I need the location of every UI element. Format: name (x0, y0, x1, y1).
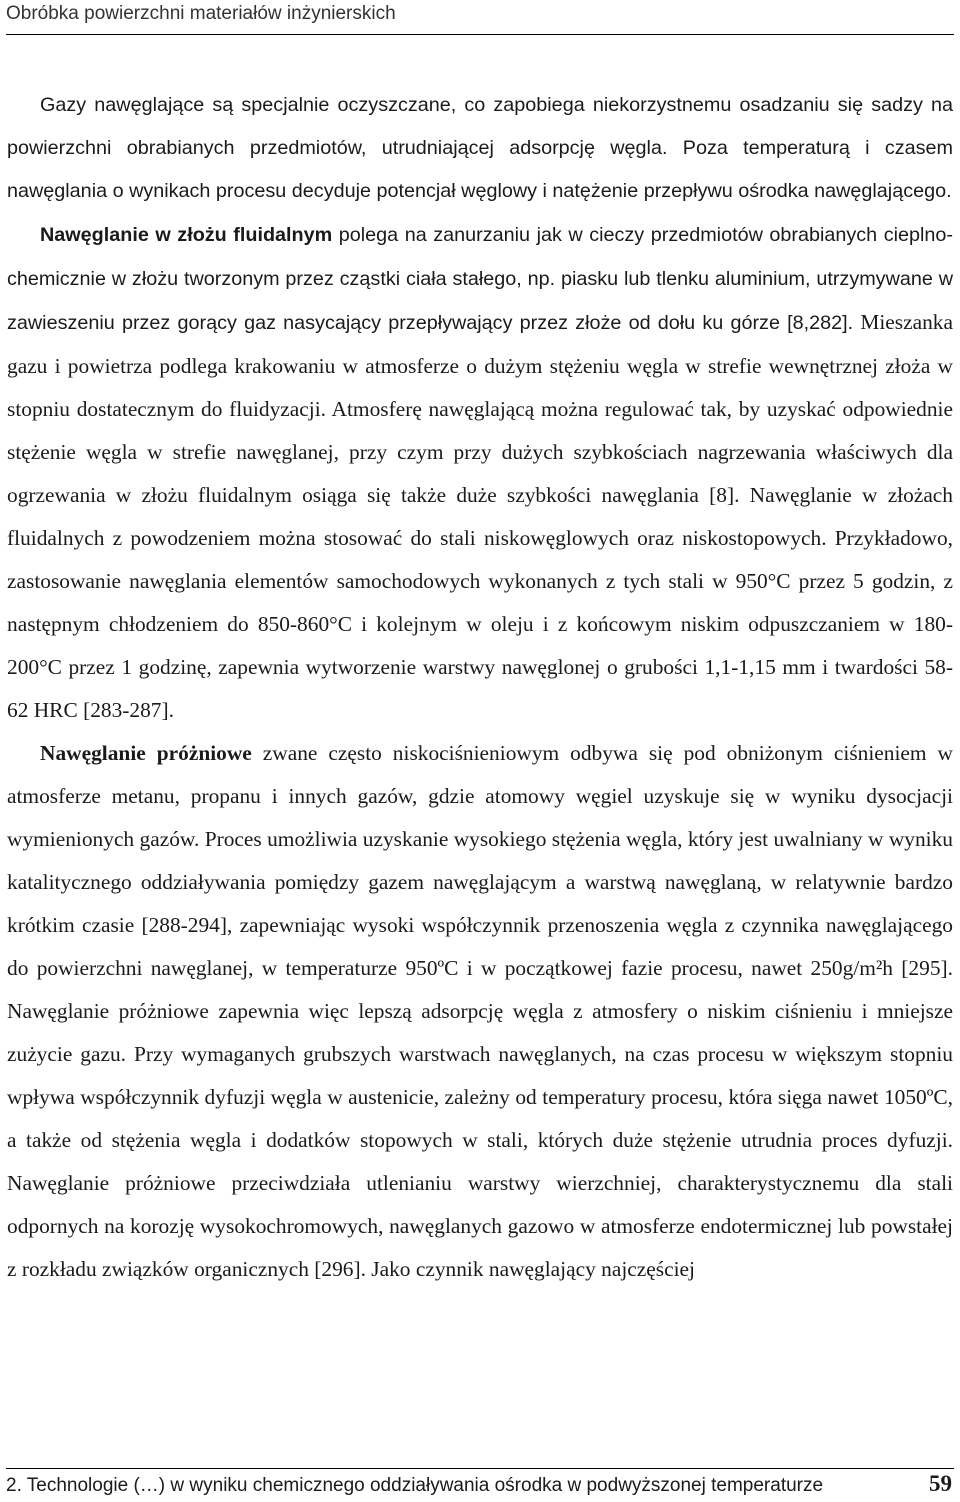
page-number: 59 (929, 1471, 952, 1496)
term-fluidized-bed: Nawęglanie w złożu fluidalnym (40, 224, 333, 246)
page-body (7, 84, 953, 1291)
paragraph-vacuum-carburizing (7, 732, 953, 1291)
term-vacuum-carburizing: Nawęglanie próżniowe (40, 741, 252, 765)
paragraph-text: polega na zanurzaniu jak w cieczy przedmiotów obrabianych cieplno-chemicznie w złożu tworzonym przez cząstki ciała stałego, np. piasku lub tlenku aluminium, utrzymywane w zawieszeniu przez gorący gaz nasycający przepływający przez złoże od dołu ku górze [8,282]. (7, 224, 953, 334)
chapter-title: 2. Technologie (…) w wyniku chemicznego oddziaływania ośrodka w podwyższonej temperaturze (6, 1475, 824, 1496)
paragraph-fluidized-bed (7, 213, 953, 732)
running-header-title: Obróbka powierzchni materiałów inżynierskich (6, 3, 396, 24)
paragraph-text: Gazy nawęglające są specjalnie oczyszczane, co zapobiega niekorzystnemu osadzaniu się sadzy na powierzchni obrabianych przedmiotów, utrudniającej adsorpcję węgla. Poza temperaturą i czasem nawęglania o wynikach procesu decyduje potencjał węglowy i natężenie przepływu ośrodka nawęglającego. (7, 94, 953, 202)
paragraph-gas-carburizing (7, 84, 953, 213)
paragraph-text: zwane często niskociśnieniowym odbywa się pod obniżonym ciśnieniem w atmosferze metanu, propanu i innych gazów, gdzie atomowy węgiel uzyskuje się w wyniku dysocjacji wymienionych gazów. Proces umożliwia uzyskanie wysokiego stężenia węgla, który jest uwalniany w wyniku katalitycznego oddziaływania pomiędzy gazem nawęglającym a warstwą nawęglaną, w relatywnie bardzo krótkim czasie [288-294], zapewniając wysoki współczynnik przenoszenia węgla z czynnika nawęglającego do powierzchni nawęglanej, w temperaturze 950ºC i w początkowej fazie procesu, nawet 250g/m²h [295]. Nawęglanie próżniowe zapewnia więc lepszą adsorpcję węgla z atmosfery o niskim ciśnieniu i mniejsze zużycie gazu. Przy wymaganych grubszych warstwach nawęglanych, na czas procesu w większym stopniu wpływa współczynnik dyfuzji węgla w austenicie, zależny od temperatury procesu, która sięga nawet 1050ºC, a także od stężenia węgla i dodatków stopowych w stali, których duże stężenie utrudnia proces dyfuzji. Nawęglanie próżniowe przeciwdziała utlenianiu warstwy wierzchniej, charakterystycznemu dla stali odpornych na korozję wysokochromowych, nawęglanych gazowo w atmosferze endotermicznej lub powstałej z rozkładu związków organicznych [296]. Jako czynnik nawęglający najczęściej (7, 741, 953, 1281)
running-header (6, 0, 954, 35)
running-footer (6, 1468, 954, 1499)
paragraph-text: Mieszanka gazu i powietrza podlega krakowaniu w atmosferze o dużym stężeniu węgla w strefie wewnętrznej złoża w stopniu dostatecznym do fluidyzacji. Atmosferę nawęglającą można regulować tak, by uzyskać odpowiednie stężenie węgla w strefie nawęglanej, przy czym przy dużych szybkościach nagrzewania właściwych dla ogrzewania w złożu fluidalnym osiąga się także duże szybkości nawęglania [8]. Nawęglanie w złożach fluidalnych z powodzeniem można stosować do stali niskowęglowych oraz niskostopowych. Przykładowo, zastosowanie nawęglania elementów samochodowych wykonanych z tych stali w 950°C przez 5 godzin, z następnym chłodzeniem do 850-860°C i kolejnym w oleju i z końcowym niskim odpuszczaniem w 180-200°C przez 1 godzinę, zapewnia wytworzenie warstwy nawęglonej o grubości 1,1-1,15 mm i twardości 58-62 HRC [283-287]. (7, 310, 953, 722)
